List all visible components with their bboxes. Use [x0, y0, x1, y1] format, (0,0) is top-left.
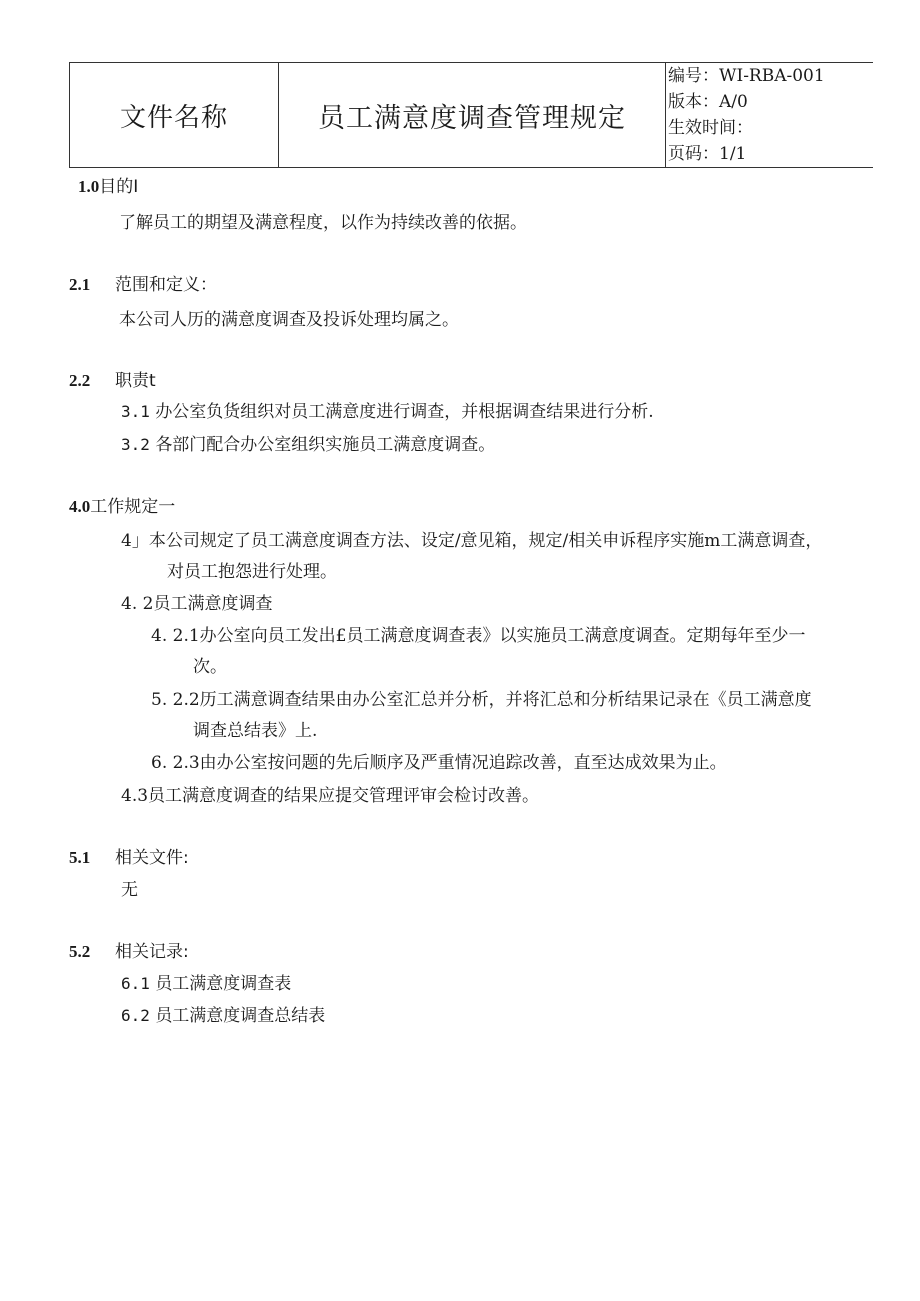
section-purpose-body: 了解员工的期望及满意程度，以作为持续改善的依据。 — [119, 213, 527, 233]
section-title: 范围和定义： — [115, 275, 217, 295]
section-scope-heading — [69, 274, 217, 296]
duty-item — [121, 401, 654, 423]
document-version: 版本：A/0 — [668, 92, 748, 112]
rules-item-line: 调查总结表》上. — [193, 721, 318, 741]
document-code: 编号：WI-RBA-001 — [668, 66, 825, 86]
section-title: 职责t — [115, 371, 156, 391]
section-scope-body: 本公司人历的满意度调查及投诉处理均属之。 — [119, 310, 459, 330]
rules-item-line: 6. 2.3由办公室按问题的先后顺序及严重情况追踪改善，直至达成效果为止。 — [151, 753, 727, 773]
rules-item-line: 5. 2.2历工满意调查结果由办公室汇总并分析，并将汇总和分析结果记录在《员工满意度 — [151, 690, 812, 710]
section-number: 1.0 — [78, 177, 100, 196]
item-text: 员工满意度调查表 — [155, 974, 292, 994]
item-number: 6.1 — [121, 974, 150, 993]
item-text: 各部门配合办公室组织实施员工满意度调查。 — [155, 435, 496, 455]
section-rules-heading — [69, 496, 175, 518]
item-number: 3.1 — [121, 402, 150, 421]
section-related-records-heading — [69, 941, 189, 963]
document-effective-date: 生效时间： — [668, 118, 753, 138]
rules-paragraph-line: 对员工抱怨进行处理。 — [167, 562, 337, 582]
file-name-label: 文件名称 — [70, 63, 279, 168]
section-related-docs-heading — [69, 847, 189, 869]
section-number: 2.2 — [69, 371, 91, 390]
section-title: 相关记录: — [115, 942, 189, 962]
section-title: 工作规定一 — [90, 497, 176, 517]
rules-subheading: 4. 2员工满意度调查 — [121, 594, 273, 614]
section-number: 5.2 — [69, 942, 91, 961]
rules-paragraph-line: 4.3员工满意度调查的结果应提交管理评审会检讨改善。 — [121, 786, 540, 806]
record-item — [121, 973, 291, 995]
item-text: 员工满意度调查总结表 — [155, 1006, 326, 1026]
duty-item — [121, 434, 495, 456]
section-duty-heading — [69, 370, 156, 392]
record-item — [121, 1005, 325, 1027]
document-page-number: 页码：1/1 — [668, 144, 747, 164]
section-title: 目的I — [99, 177, 139, 197]
document-meta — [666, 63, 874, 168]
document-header-table — [69, 62, 873, 168]
item-text: 办公室负货组织对员工满意度进行调查，并根据调查结果进行分析. — [155, 402, 654, 422]
rules-item-line: 4. 2.1办公室向员工发出£员工满意度调查表》以实施员工满意度调查。定期每年至少一 — [151, 626, 806, 646]
section-number: 5.1 — [69, 848, 91, 867]
section-number: 4.0 — [69, 497, 91, 516]
item-number: 6.2 — [121, 1006, 150, 1025]
section-purpose-heading — [78, 176, 138, 198]
section-number: 2.1 — [69, 275, 91, 294]
section-title: 相关文件: — [115, 848, 189, 868]
item-number: 3.2 — [121, 435, 150, 454]
document-title: 员工满意度调查管理规定 — [279, 63, 666, 168]
rules-paragraph-line: 4」本公司规定了员工满意度调查方法、设定/意见箱，规定/相关申诉程序实施m工满意调查， — [121, 531, 823, 551]
related-docs-body: 无 — [121, 880, 138, 900]
rules-item-line: 次。 — [193, 657, 227, 677]
